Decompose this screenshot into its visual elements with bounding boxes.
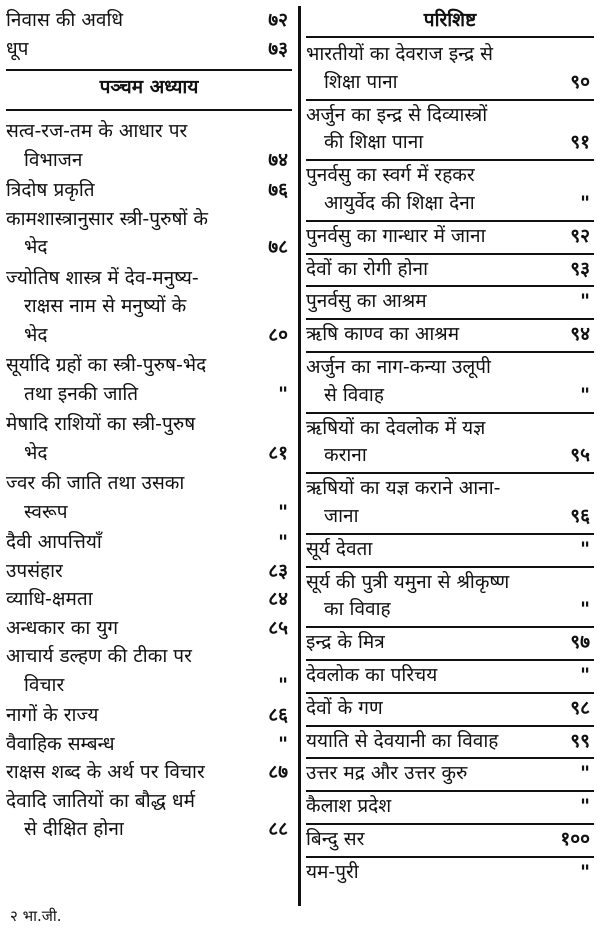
toc-entry-title-line: निवास की अवधि xyxy=(6,9,124,31)
toc-entry xyxy=(6,530,292,559)
toc-entry xyxy=(306,103,594,159)
toc-entry xyxy=(306,322,594,350)
entry-separator xyxy=(306,856,594,858)
toc-entry xyxy=(6,760,292,789)
toc-entry-title-line: सूर्य की पुत्री यमुना से श्रीकृष्ण xyxy=(306,570,510,593)
toc-entry-page: ९८ xyxy=(570,696,590,719)
appendix-heading: परिशिष्ट xyxy=(423,9,477,31)
entry-separator xyxy=(306,36,594,38)
toc-entry-page: " xyxy=(278,673,288,696)
toc-entry-page: ९१ xyxy=(570,131,590,154)
entry-separator xyxy=(306,823,594,825)
toc-entry-title-line: आचार्य डल्हण की टीका पर xyxy=(6,645,192,667)
toc-entry-title-line: व्याधि-क्षमता xyxy=(6,588,93,610)
toc-entry-title-line: सत्व-रज-तम के आधार पर xyxy=(6,120,188,142)
toc-entry-title-line: सूर्य देवता xyxy=(306,537,373,560)
toc-entry-title-line: भेद xyxy=(24,236,48,258)
toc-entry-title-line: ज्योतिष शास्त्र में देव-मनुष्य- xyxy=(6,266,199,289)
toc-entry-title-line: की शिक्षा पाना xyxy=(324,131,424,154)
toc-entry xyxy=(6,412,292,469)
toc-entry-title-line: बिन्दु सर xyxy=(306,828,365,850)
toc-entry-title-line: दैवी आपत्तियाँ xyxy=(6,531,102,553)
toc-entry-title-line: ज्वर की जाति तथा उसका xyxy=(6,472,185,494)
toc-entry-title-line: से दीक्षित होना xyxy=(24,818,124,840)
toc-entry-title-line: विचार xyxy=(24,673,65,696)
left-column xyxy=(6,0,292,905)
toc-entry-title-line: पुनर्वसु का आश्रम xyxy=(306,290,427,313)
toc-entry-title-line: विभाजन xyxy=(24,148,83,171)
toc-entry-page: ७६ xyxy=(268,179,288,201)
entry-separator xyxy=(6,69,292,71)
toc-entry-page: " xyxy=(278,500,288,523)
toc-entry-title-line: कामशास्त्रानुसार स्त्री-पुरुषों के xyxy=(6,207,208,230)
toc-entry-page: ८५ xyxy=(268,616,288,639)
toc-entry xyxy=(6,789,292,846)
toc-entry-page: " xyxy=(278,382,288,405)
toc-entry xyxy=(6,266,292,352)
toc-entry-title-line: तथा इनकी जाति xyxy=(24,382,139,405)
toc-entry xyxy=(6,37,292,66)
toc-entry-title-line: से विवाह xyxy=(324,383,384,406)
toc-entry-title-line: अन्धकार का युग xyxy=(6,616,119,639)
toc-entry-page: " xyxy=(580,860,590,883)
toc-entry xyxy=(306,476,594,532)
toc-entry xyxy=(306,42,594,98)
toc-entry-page: " xyxy=(278,531,288,553)
toc-entry xyxy=(6,119,292,176)
toc-entry-page: " xyxy=(580,598,590,621)
toc-entry-title-line: वैवाहिक सम्बन्ध xyxy=(6,732,115,755)
toc-entry-page: ९९ xyxy=(570,729,590,752)
toc-entry-title-line: कैलाश प्रदेश xyxy=(306,795,392,818)
toc-entry-page: १०० xyxy=(560,828,590,850)
entry-separator xyxy=(306,412,594,414)
entry-separator xyxy=(306,472,594,474)
entry-separator xyxy=(306,318,594,320)
toc-entry-title-line: सूर्यादि ग्रहों का स्त्री-पुरुष-भेद xyxy=(6,354,207,376)
toc-entry-page: ७३ xyxy=(268,37,288,60)
toc-entry xyxy=(306,729,594,757)
toc-entry-page: ८६ xyxy=(268,704,288,726)
toc-entry-title-line: ययाति से देवयानी का विवाह xyxy=(306,729,499,752)
toc-entry xyxy=(6,732,292,761)
entry-separator xyxy=(306,692,594,694)
toc-entry-page: ७८ xyxy=(268,236,288,258)
toc-entry-title-line: का विवाह xyxy=(324,598,391,621)
entry-separator xyxy=(306,253,594,255)
toc-entry-title-line: उपसंहार xyxy=(6,559,63,582)
toc-entry-title-line: आयुर्वेद की शिक्षा देना xyxy=(324,191,475,214)
toc-entry-title-line: देवादि जातियों का बौद्ध धर्म xyxy=(6,789,195,812)
toc-entry-page: " xyxy=(580,383,590,406)
toc-entry-title-line: भारतीयों का देवराज इन्द्र से xyxy=(306,43,493,65)
toc-entry-page: " xyxy=(580,762,590,785)
toc-entry-title-line: त्रिदोष प्रकृति xyxy=(6,179,95,201)
toc-entry-page: " xyxy=(580,537,590,560)
toc-entry-page: ८१ xyxy=(268,441,288,464)
entry-separator xyxy=(306,659,594,661)
toc-entry xyxy=(6,644,292,701)
toc-entry-page: " xyxy=(580,191,590,214)
toc-entry-title-line: इन्द्र के मित्र xyxy=(306,631,385,654)
toc-entry xyxy=(306,630,594,658)
toc-entry-page: ९२ xyxy=(570,224,590,247)
toc-entry-page: ८८ xyxy=(268,818,288,840)
toc-entry xyxy=(6,8,292,37)
toc-entry-title-line: धूप xyxy=(6,37,29,60)
toc-entry-title-line: भेद xyxy=(24,441,48,464)
toc-entry-page: ९७ xyxy=(570,631,590,654)
toc-entry xyxy=(6,616,292,645)
toc-entry-title-line: यम-पुरी xyxy=(306,860,359,883)
toc-entry-title-line: देवलोक का परिचय xyxy=(306,664,438,686)
entry-separator xyxy=(306,626,594,628)
toc-entry xyxy=(306,761,594,789)
toc-entry-page: ७२ xyxy=(268,9,288,31)
toc-entry-title-line: ऋषियों का देवलोक में यज्ञ xyxy=(306,416,486,439)
toc-entry-title-line: देवों के गण xyxy=(306,696,383,719)
toc-entry-page: ९४ xyxy=(570,323,590,346)
entry-separator xyxy=(306,159,594,161)
toc-entry-title-line: स्वरूप xyxy=(24,500,68,523)
entry-separator xyxy=(6,109,292,111)
column-divider xyxy=(298,6,301,906)
toc-entry-title-line: अर्जुन का इन्द्र से दिव्यास्त्रों xyxy=(306,103,488,126)
toc-entry-page: ९० xyxy=(570,70,590,93)
toc-entry-title-line: जाना xyxy=(324,504,359,527)
toc-entry-title-line: राक्षस शब्द के अर्थ पर विचार xyxy=(6,761,205,783)
toc-entry-title-line: मेषादि राशियों का स्त्री-पुरुष xyxy=(6,413,196,435)
toc-entry-page: ९६ xyxy=(570,504,590,527)
toc-entry xyxy=(306,416,594,472)
toc-entry-page: ८० xyxy=(268,323,288,346)
toc-entry-page: ८३ xyxy=(268,559,288,582)
entry-separator xyxy=(306,757,594,759)
page-footer: २ भा.जी. xyxy=(10,907,62,925)
toc-entry-title-line: ऋषियों का यज्ञ कराने आना- xyxy=(306,477,501,500)
toc-entry xyxy=(306,537,594,565)
toc-entry-page: " xyxy=(580,795,590,818)
toc-entry xyxy=(306,355,594,411)
toc-entry-title-line: ऋषि काण्व का आश्रम xyxy=(306,323,460,346)
toc-entry-page: ९३ xyxy=(570,257,590,280)
toc-entry xyxy=(306,827,594,855)
toc-entry-title-line: पुनर्वसु का स्वर्ग में रहकर xyxy=(306,164,475,187)
toc-entry xyxy=(306,794,594,822)
toc-entry-title-line: नागों के राज्य xyxy=(6,704,99,726)
entry-separator xyxy=(306,533,594,535)
toc-entry xyxy=(306,163,594,219)
toc-entry-title-line: पुनर्वसु का गान्धार में जाना xyxy=(306,224,486,247)
toc-entry xyxy=(306,257,594,285)
toc-entry-title-line: उत्तर मद्र और उत्तर कुरु xyxy=(306,762,468,785)
toc-entry xyxy=(306,860,594,888)
toc-entry xyxy=(306,570,594,626)
toc-entry xyxy=(306,663,594,691)
toc-entry-title-line: देवों का रोगी होना xyxy=(306,257,428,280)
toc-entry-page: ८७ xyxy=(268,761,288,783)
entry-separator xyxy=(306,220,594,222)
toc-entry xyxy=(6,353,292,410)
toc-entry xyxy=(6,178,292,207)
toc-entry-page: " xyxy=(580,664,590,686)
toc-entry xyxy=(6,559,292,588)
toc-entry xyxy=(6,587,292,616)
toc-entry-page: " xyxy=(278,732,288,755)
toc-entry-title-line: अर्जुन का नाग-कन्या उलूपी xyxy=(306,356,491,378)
toc-entry xyxy=(306,289,594,317)
toc-entry-title-line: कराना xyxy=(324,444,367,467)
entry-separator xyxy=(306,566,594,568)
toc-entry xyxy=(306,224,594,252)
toc-entry xyxy=(6,207,292,264)
entry-separator xyxy=(306,99,594,101)
toc-entry-title-line: राक्षस नाम से मनुष्यों के xyxy=(24,295,187,317)
entry-separator xyxy=(306,725,594,727)
entry-separator xyxy=(306,351,594,353)
toc-entry-page: ९५ xyxy=(570,444,590,467)
entry-separator xyxy=(306,285,594,287)
entry-separator xyxy=(306,790,594,792)
toc-entry xyxy=(306,696,594,724)
chapter-heading: पञ्चम अध्याय xyxy=(99,76,199,98)
toc-entry-title-line: भेद xyxy=(24,323,48,346)
toc-entry xyxy=(6,471,292,528)
toc-entry-page: " xyxy=(580,290,590,313)
toc-entry xyxy=(6,703,292,732)
toc-entry-page: ८४ xyxy=(268,588,288,610)
toc-entry-title-line: शिक्षा पाना xyxy=(324,70,398,93)
toc-entry-page: ७४ xyxy=(268,148,288,171)
right-column xyxy=(306,0,594,905)
